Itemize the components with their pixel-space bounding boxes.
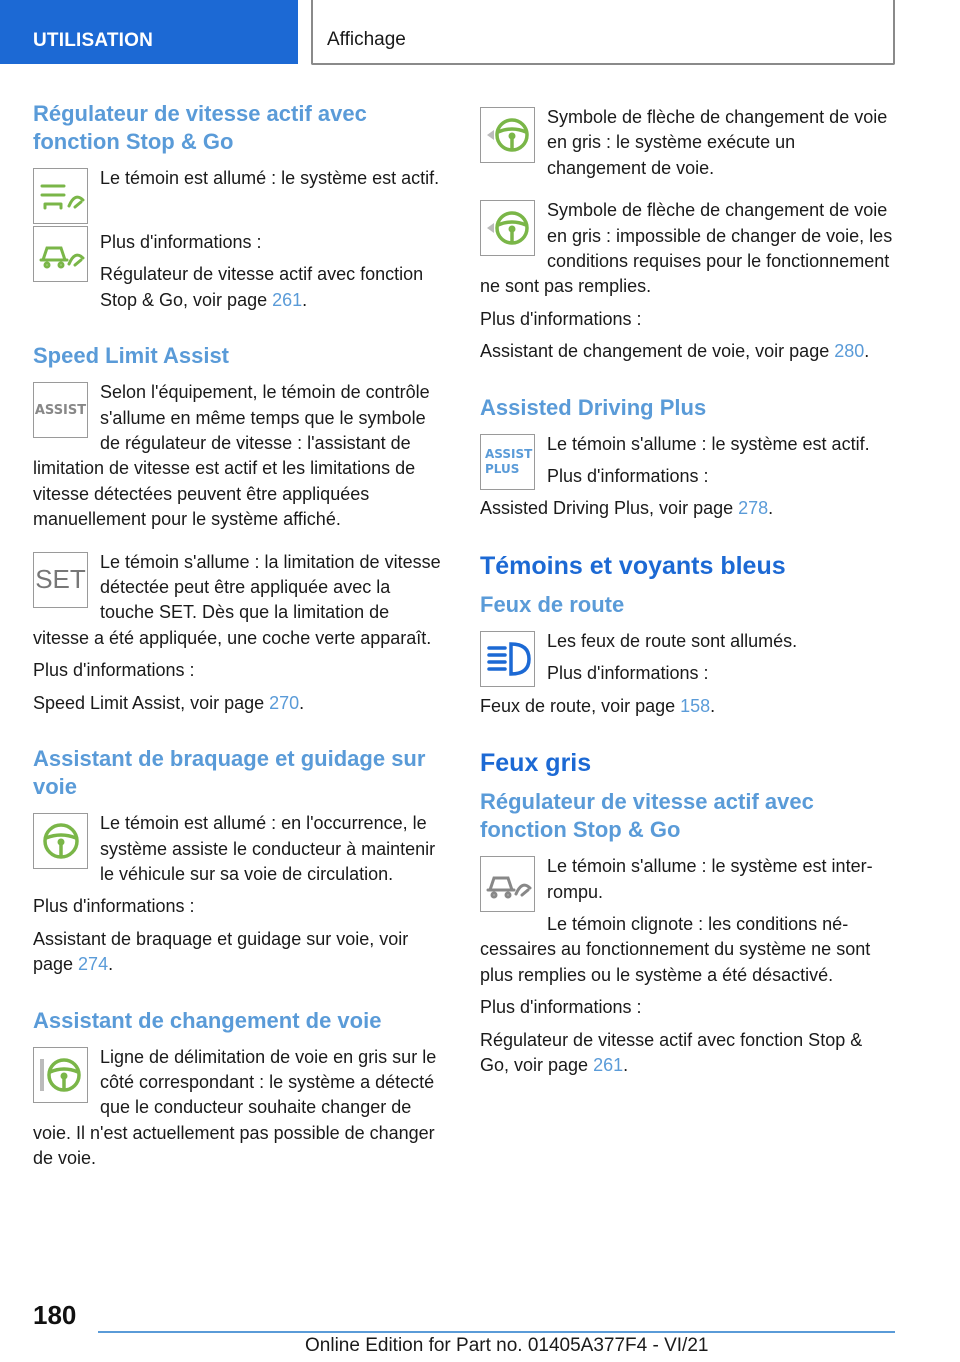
text-acc-grey-1: Le témoin s'allume : le système est interrompu. — [547, 856, 873, 902]
text-lane-change-1: Ligne de délimitation de voie en gris sur le côté correspondant : le système a détecté que le conducteur souhaite changer de voie. Il n'est actuellement pas possible de changer de voie. — [33, 1046, 437, 1169]
text-more-info: Plus d'informations : — [480, 997, 642, 1018]
text-sla-1: Selon l'équipement, le témoin de contrôle s'allume en même temps que le symbole de régulateur de vitesse : l'assistant de limitation de vitesse est actif et les limitations de vitesse détectées peuvent être appliquées manuellement pour le système affiché. — [33, 382, 430, 530]
text-more-info: Plus d'informations : — [547, 663, 709, 684]
link-page-274[interactable]: 274 — [78, 954, 109, 975]
text-more-info: Plus d'informations : — [547, 466, 709, 487]
text-high-beam-1: Les feux de route sont allumés. — [547, 630, 798, 651]
text-acc-ref: Régulateur de vitesse actif avec fonction Stop & Go, voir page 261. — [100, 264, 424, 310]
section-title: UTILISATION — [33, 30, 154, 51]
chapter-title: Affichage — [327, 29, 406, 50]
text-sla-ref: Speed Limit Assist, voir page 270. — [33, 692, 305, 713]
lane-change-arrow-icon — [480, 107, 535, 163]
heading-speed-limit-assist: Speed Limit Assist — [33, 343, 230, 369]
footer-divider — [98, 1331, 895, 1333]
acc-car-green-icon — [33, 226, 88, 282]
heading-grey-lights: Feux gris — [480, 749, 592, 778]
text-adp-ref: Assisted Driving Plus, voir page 278. — [480, 498, 774, 519]
set-icon: SET — [33, 552, 88, 608]
link-page-158[interactable]: 158 — [680, 695, 711, 716]
edition-note: Online Edition for Part no. 01405A377F4 - VI/21 — [305, 1335, 709, 1356]
text-adp-1: Le témoin s'allume : le système est actif. — [547, 433, 870, 454]
link-page-261[interactable]: 261 — [272, 289, 303, 310]
heading-acc-stop-go-grey: Régulateur de vitesse actif avec fonction Stop & Go — [480, 789, 814, 843]
text-acc-on: Le témoin est allumé : le système est actif. — [100, 168, 440, 188]
text-more-info: Plus d'informations : — [33, 660, 195, 681]
heading-assisted-driving-plus: Assisted Driving Plus — [480, 394, 707, 420]
link-page-278[interactable]: 278 — [738, 498, 769, 519]
page-number: 180 — [33, 1300, 77, 1330]
left-column — [33, 100, 447, 1179]
acc-green-icon — [33, 168, 88, 224]
heading-high-beam: Feux de route — [480, 591, 625, 617]
link-page-280[interactable]: 280 — [834, 341, 865, 362]
right-column — [480, 105, 894, 1085]
acc-grey-icon — [480, 856, 535, 912]
text-acc-grey-ref: Régulateur de vitesse actif avec fonction Stop & Go, voir page 261. — [480, 1029, 863, 1075]
text-steering-1: Le témoin est allumé : en l'occurrence, le système assiste le conducteur à maintenir le véhicule sur sa voie de circulation. — [100, 813, 436, 884]
link-page-270[interactable]: 270 — [269, 692, 300, 713]
link-page-261-b[interactable]: 261 — [593, 1054, 624, 1075]
heading-lane-change: Assistant de changement de voie — [33, 1007, 382, 1033]
assist-icon: ASSIST — [33, 382, 88, 438]
heading-steering-assist: Assistant de braquage et guidage sur voie — [33, 746, 426, 800]
lane-change-arrow-icon-2 — [480, 200, 535, 256]
heading-acc-stop-go: Régulateur de vitesse actif avec fonction Stop & Go — [33, 101, 367, 154]
text-sla-2: Le témoin s'allume : la limitation de vitesse détectée peut être appliquée avec la touche SET. Dès que la limitation de vitesse a été appliquée, une coche verte apparaît. — [33, 551, 441, 648]
text-acc-grey-2: Le témoin clignote : les conditions nécessaires au fonctionnement du système ne sont plus remplies ou le système a été désactivé. — [480, 913, 871, 985]
lane-change-line-icon — [33, 1047, 88, 1103]
assist-plus-icon: ASSIST PLUS — [480, 434, 535, 490]
chapter-tab — [311, 0, 895, 65]
text-lane-ref: Assistant de changement de voie, voir page 280. — [480, 341, 870, 362]
section-tab — [0, 0, 298, 64]
text-more-info: Plus d'informations : — [100, 232, 262, 252]
text-steering-ref: Assistant de braquage et guidage sur voie, voir page 274. — [33, 928, 409, 975]
text-more-info: Plus d'informations : — [480, 308, 642, 329]
text-more-info: Plus d'informations : — [33, 896, 195, 917]
text-lane-arrow-1: Symbole de flèche de changement de voie en gris : le système exécute un changement de voie. — [547, 107, 888, 178]
steering-wheel-green-icon — [33, 813, 88, 869]
text-high-beam-ref: Feux de route, voir page 158. — [480, 695, 716, 716]
heading-blue-lights: Témoins et voyants bleus — [480, 551, 786, 580]
high-beam-icon — [480, 631, 535, 687]
text-lane-arrow-2: Symbole de flèche de changement de voie en gris : impossible de changer de voie, les conditions requises pour le fonctionnement ne sont pas remplies. — [480, 200, 893, 297]
